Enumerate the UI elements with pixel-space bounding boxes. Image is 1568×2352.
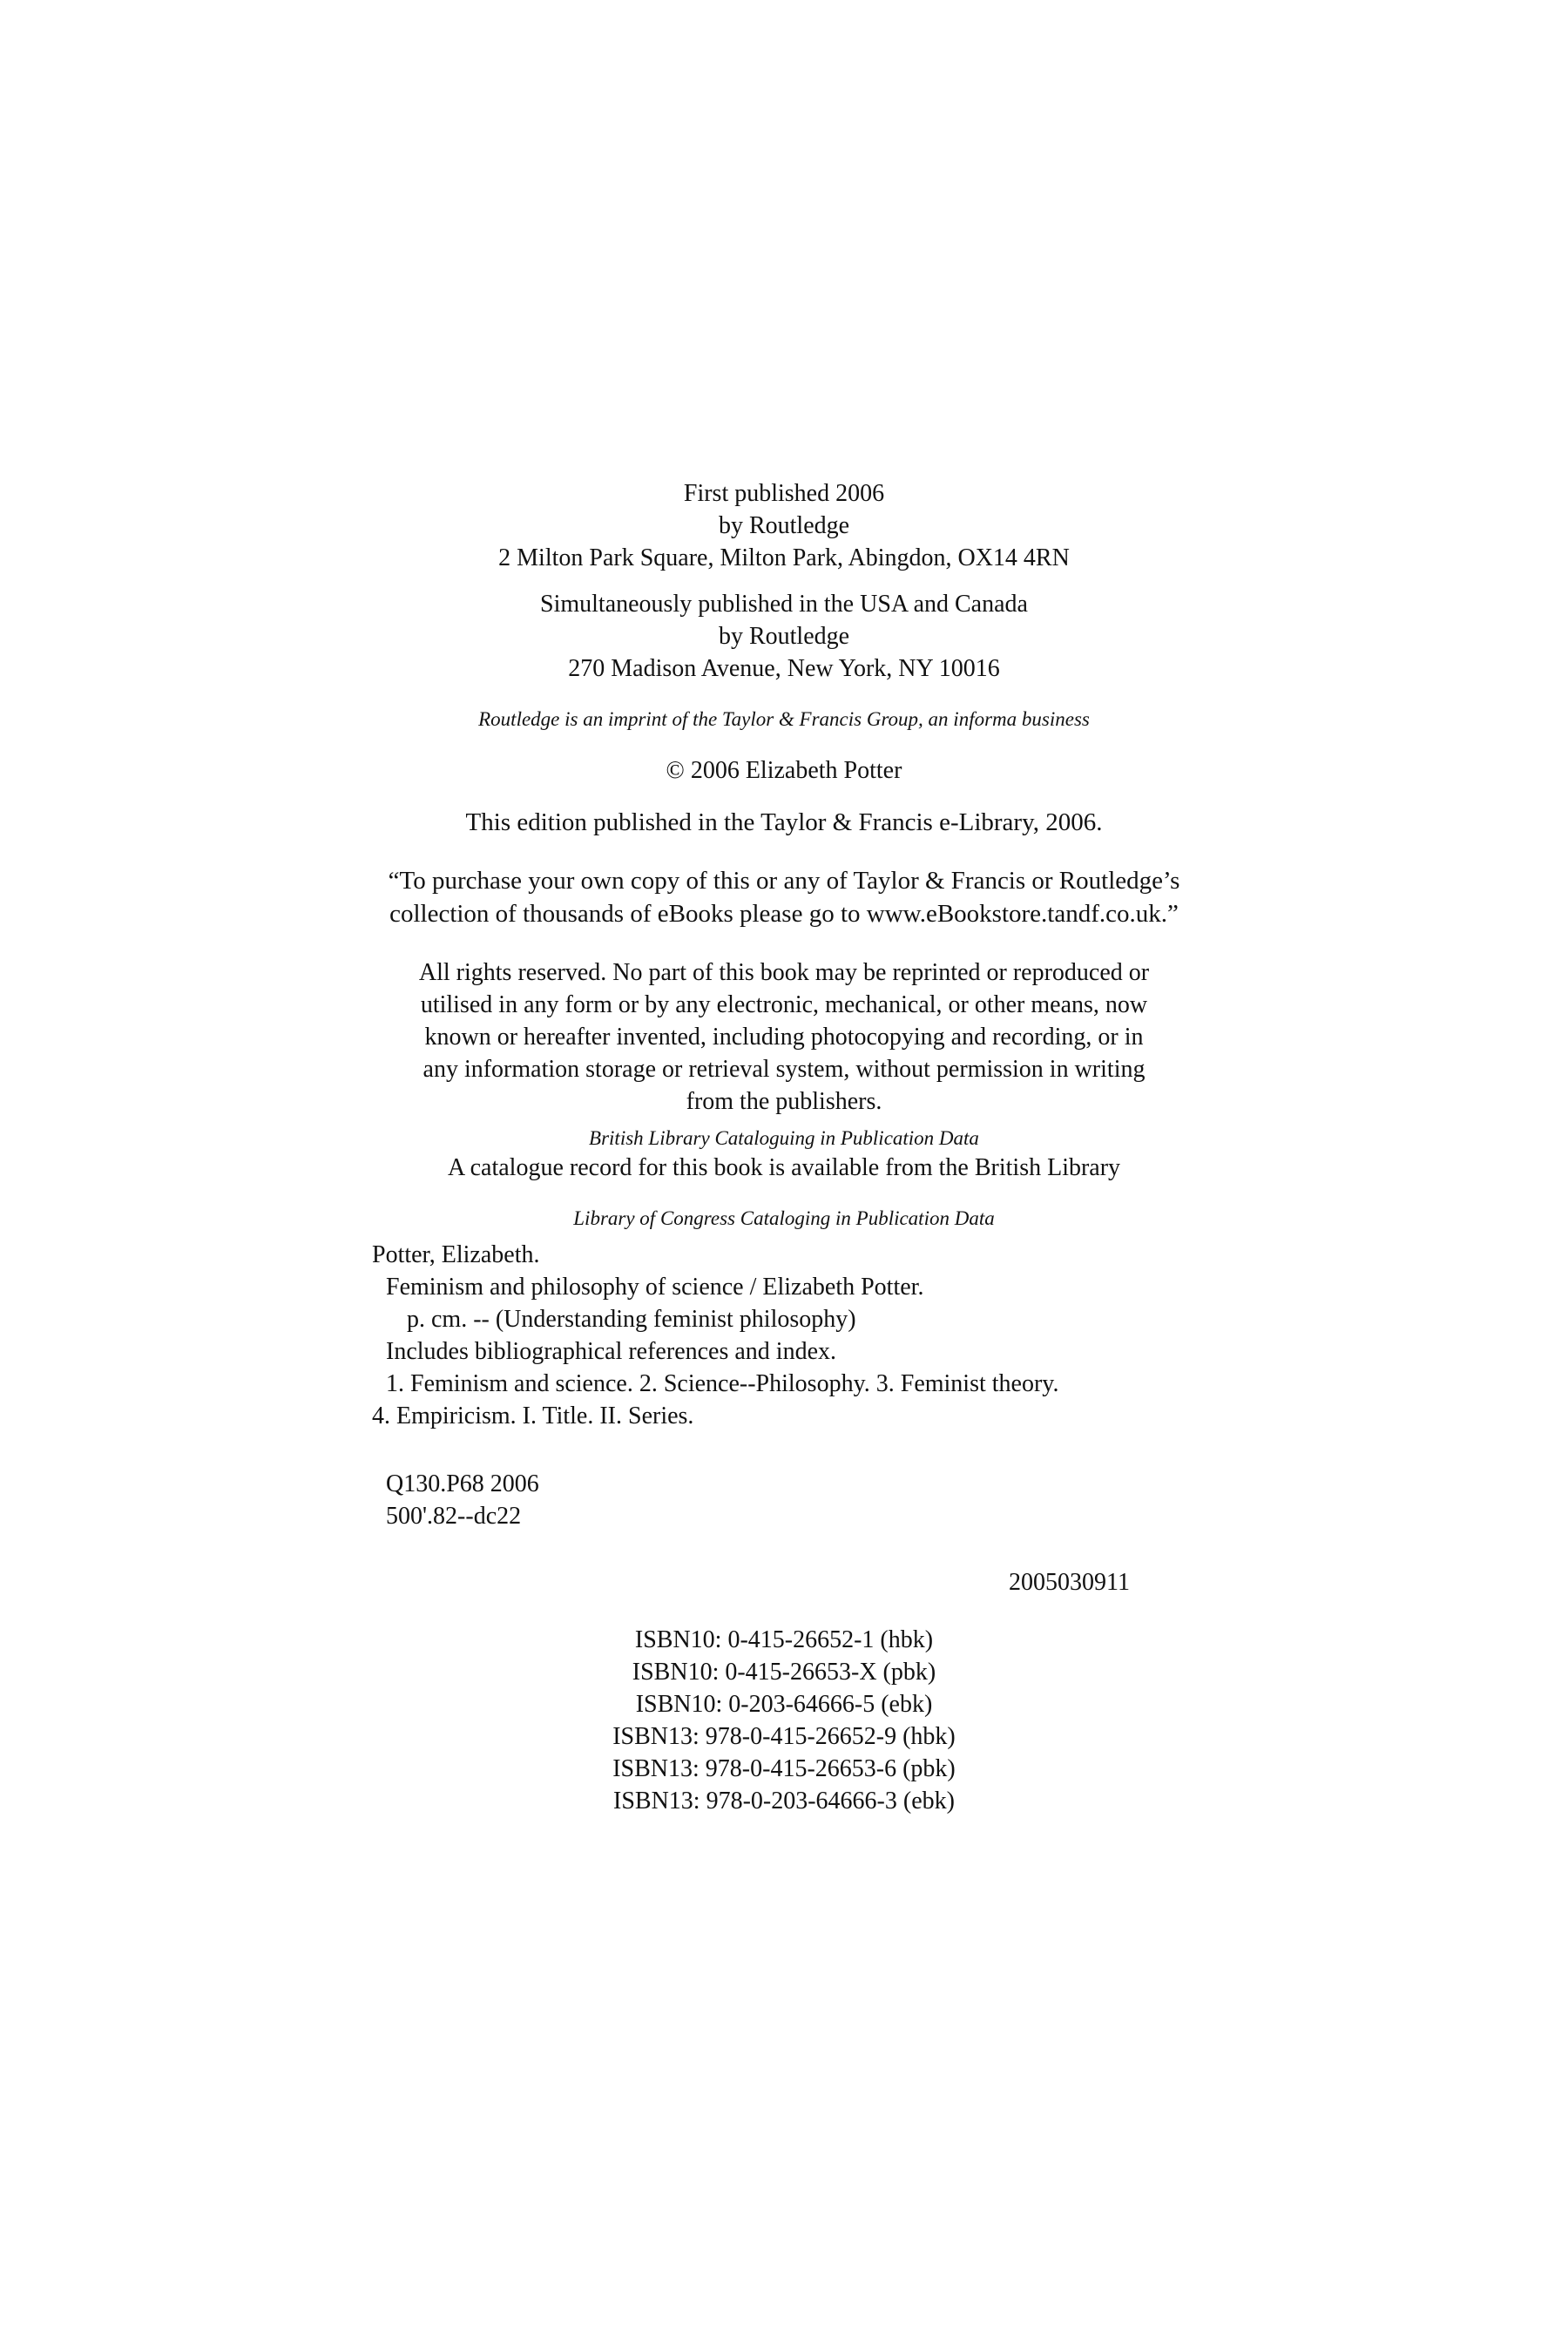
lccn-block [1009, 1566, 1130, 1598]
copyright-notice: © 2006 Elizabeth Potter [666, 757, 902, 784]
loc-author: Potter, Elizabeth. [372, 1241, 540, 1268]
loc-record [372, 1239, 1243, 1432]
publisher-by-line: by Routledge [718, 512, 850, 539]
elibrary-edition-block [0, 806, 1568, 839]
first-published: First published 2006 [683, 480, 885, 507]
rights-line: from the publishers. [686, 1088, 882, 1115]
purchase-note-line-1: “To purchase your own copy of this or any of Taylor & Francis or Routledge’s [388, 867, 1180, 895]
purchase-note-block [0, 864, 1568, 930]
classmark-dewey: 500'.82--dc22 [386, 1503, 522, 1530]
rights-line: known or hereafter invented, including photocopying and recording, or in [424, 1024, 1144, 1051]
purchase-note-line-2: collection of thousands of eBooks please go to www.eBookstore.tandf.co.uk.” [389, 900, 1179, 928]
loc-notes: Includes bibliographical references and index. [386, 1338, 837, 1365]
rights-statement [0, 956, 1568, 1118]
us-publication-info [0, 588, 1568, 685]
imprint-note-block [0, 706, 1568, 733]
loc-subjects-2: 4. Empiricism. I. Title. II. Series. [372, 1402, 694, 1429]
british-library-block [0, 1125, 1568, 1184]
british-library-heading: British Library Cataloguing in Publication Data [589, 1127, 979, 1149]
isbn-item: ISBN10: 0-415-26653-X (pbk) [632, 1659, 936, 1686]
loc-heading: Library of Congress Cataloging in Publication Data [573, 1207, 995, 1229]
classmark-block [386, 1468, 539, 1532]
rights-line: utilised in any form or by any electronic, mechanical, or other means, now [420, 991, 1148, 1018]
isbn-list [0, 1624, 1568, 1817]
lccn-number: 2005030911 [1009, 1569, 1130, 1596]
publisher-address-uk: 2 Milton Park Square, Milton Park, Abingdon, OX14 4RN [498, 544, 1070, 571]
isbn-item: ISBN13: 978-0-203-64666-3 (ebk) [613, 1788, 955, 1815]
rights-line: any information storage or retrieval system, without permission in writing [422, 1056, 1146, 1083]
copyright-block [0, 754, 1568, 787]
british-library-record: A catalogue record for this book is available from the British Library [447, 1154, 1121, 1181]
publication-info [0, 477, 1568, 574]
imprint-note: Routledge is an imprint of the Taylor & Francis Group, an informa business [478, 708, 1090, 730]
elibrary-edition-note: This edition published in the Taylor & Francis e-Library, 2006. [465, 808, 1103, 836]
publisher-address-us: 270 Madison Avenue, New York, NY 10016 [568, 655, 1000, 682]
loc-physical: p. cm. -- (Understanding feminist philosophy) [407, 1306, 856, 1333]
loc-heading-block [0, 1206, 1568, 1232]
isbn-item: ISBN13: 978-0-415-26652-9 (hbk) [612, 1723, 956, 1750]
loc-title: Feminism and philosophy of science / Elizabeth Potter. [386, 1274, 924, 1301]
loc-subjects-1: 1. Feminism and science. 2. Science--Philosophy. 3. Feminist theory. [386, 1370, 1059, 1397]
isbn-item: ISBN10: 0-415-26652-1 (hbk) [634, 1626, 934, 1653]
isbn-item: ISBN13: 978-0-415-26653-6 (pbk) [612, 1755, 956, 1782]
rights-line: All rights reserved. No part of this book may be reprinted or reproduced or [418, 959, 1150, 986]
publisher-by-line-us: by Routledge [718, 623, 850, 650]
classmark-lc: Q130.P68 2006 [386, 1470, 539, 1497]
simultaneous-publication: Simultaneously published in the USA and Canada [540, 591, 1028, 618]
isbn-item: ISBN10: 0-203-64666-5 (ebk) [635, 1691, 933, 1718]
